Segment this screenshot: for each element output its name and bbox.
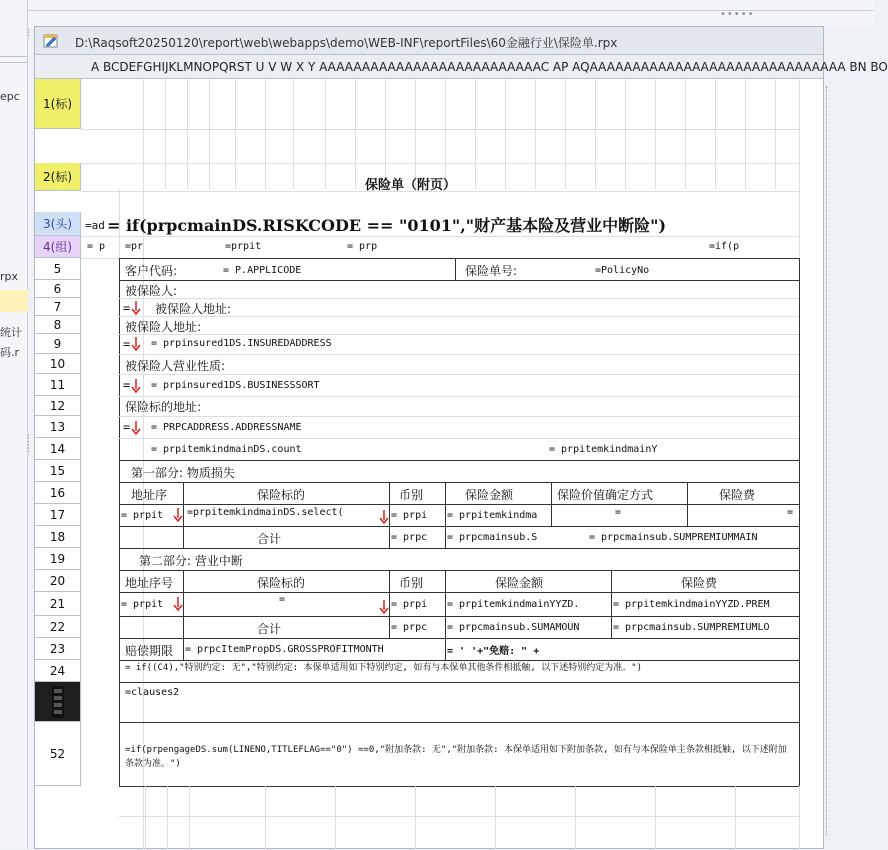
cell-r4-a[interactable]: = p	[87, 241, 106, 252]
splitter-grip-icon[interactable]: ⋮	[24, 28, 33, 38]
row-header-4[interactable]: 4(组)	[35, 236, 81, 258]
cell-r18-2[interactable]: = prpc	[391, 532, 428, 543]
label-total-2[interactable]: 合计	[257, 622, 282, 636]
cell-r17-6[interactable]: =	[787, 507, 794, 518]
row-header-17[interactable]: 17	[35, 504, 81, 526]
row-header-19[interactable]: 19	[35, 548, 81, 570]
cell-r3-a[interactable]: =ad	[85, 219, 105, 232]
label-business-nature[interactable]: 被保险人营业性质:	[125, 359, 226, 373]
expand-down-arrow-icon	[131, 421, 141, 435]
selected-file-highlight[interactable]	[0, 290, 28, 312]
expand-down-arrow-icon	[379, 600, 389, 614]
row-header-12[interactable]: 12	[35, 396, 81, 416]
cell-r17-2[interactable]: =prpitemkindmainDS.select(	[187, 507, 344, 518]
row-header-18[interactable]: 18	[35, 526, 81, 548]
row-header-15[interactable]: 15	[35, 460, 81, 482]
report-sheet-grid[interactable]	[35, 79, 823, 850]
label-customer-code[interactable]: 客户代码:	[125, 264, 178, 278]
row-header-collapsed[interactable]	[35, 682, 81, 722]
file-fragment[interactable]: rpx	[0, 270, 19, 283]
cell-gross-profit-month[interactable]: = prpcItemPropDS.GROSSPROFITMONTH	[185, 644, 384, 655]
cell-r4-c[interactable]: =prpit	[225, 241, 262, 252]
row-header-8[interactable]: 8	[35, 316, 81, 334]
row-header-22[interactable]: 22	[35, 616, 81, 638]
cell-r4-d[interactable]: = prp	[347, 241, 378, 252]
cell-r3-formula[interactable]: = if(prpcmainDS.RISKCODE == "0101","财产基本险及营业中断险")	[107, 216, 667, 235]
cell-r17-3[interactable]: = prpi	[391, 510, 428, 521]
th-amount[interactable]: 保险金额	[465, 488, 514, 502]
row-header-20[interactable]: 20	[35, 570, 81, 592]
th-subject-2[interactable]: 保险标的	[257, 576, 306, 590]
expand-down-arrow-icon	[131, 379, 141, 393]
th-address-seq[interactable]: 地址序	[131, 488, 168, 502]
cell-r22-2[interactable]: = prpc	[391, 622, 428, 633]
cell-r21-2[interactable]: =	[279, 594, 286, 605]
cell-business-sort[interactable]: = prpinsured1DS.BUSINESSSORT	[151, 380, 320, 391]
report-editor-window	[34, 26, 888, 849]
cell-r21-5[interactable]: = prpitemkindmainYYZD.PREM	[613, 599, 770, 610]
cell-deductible[interactable]: = ' '+"免赔: " +	[447, 646, 540, 657]
expand-down-arrow-icon	[173, 508, 183, 522]
file-fragment[interactable]: epc	[0, 90, 20, 103]
th-subject[interactable]: 保险标的	[257, 488, 306, 502]
row-header-52[interactable]: 52	[35, 722, 81, 786]
cell-r18-4[interactable]: = prpcmainsub.SUMPREMIUMMAIN	[589, 532, 758, 543]
th-premium[interactable]: 保险费	[719, 488, 756, 502]
th-currency-2[interactable]: 币别	[399, 576, 424, 590]
panel-divider	[0, 62, 28, 63]
label-policy-no[interactable]: 保险单号:	[465, 264, 518, 278]
window-titlebar[interactable]	[35, 27, 823, 55]
file-fragment[interactable]: 码.r	[0, 346, 20, 359]
cell-r7-eq[interactable]: =	[123, 301, 131, 315]
page-boundary-line	[826, 86, 827, 836]
section-part2[interactable]: 第二部分: 营业中断	[139, 554, 243, 568]
cell-r21-4[interactable]: = prpitemkindmainYYZD.	[447, 599, 580, 610]
label-total-1[interactable]: 合计	[257, 532, 282, 546]
expand-down-arrow-icon	[131, 337, 141, 351]
row-header-14[interactable]: 14	[35, 438, 81, 460]
row-header-6[interactable]: 6	[35, 280, 81, 298]
drag-handle-icon[interactable]: •••••	[720, 9, 755, 20]
label-subject-address[interactable]: 保险标的地址:	[125, 400, 202, 414]
cell-r21-1[interactable]: = prpit	[121, 599, 164, 610]
row-header-9[interactable]: 9	[35, 334, 81, 354]
row-header-24[interactable]: 24	[35, 660, 81, 682]
column-header-labels[interactable]: A BCDEFGHIJKLMNOPQRST U V W X Y AAAAAAAAAAAAAAAAAAAAAAAAAAC AP AQAAAAAAAAAAAAAAAAAAAAAAAAAAAAAA BN BO	[91, 60, 888, 74]
th-premium-2[interactable]: 保险费	[681, 576, 718, 590]
cell-r18-3[interactable]: = prpcmainsub.S	[447, 532, 538, 543]
cell-special-agreement[interactable]: = if((C4),"特别约定: 无","特别约定: 本保单适用如下特别约定, 如有与本保单其他条件相抵触, 以下述特别约定为准。")	[125, 663, 643, 673]
row-header-3[interactable]: 3(头)	[35, 212, 81, 236]
cell-r17-1[interactable]: = prpit	[121, 510, 164, 521]
file-fragment[interactable]: 统计	[0, 326, 22, 339]
row-header-2[interactable]: 2(标)	[35, 163, 81, 191]
cell-r21-3[interactable]: = prpi	[391, 599, 428, 610]
cell-address-name[interactable]: = PRPCADDRESS.ADDRESSNAME	[151, 422, 302, 433]
row-header-7[interactable]: 7	[35, 298, 81, 316]
cell-r4-e[interactable]: =if(p	[709, 241, 740, 252]
report-title[interactable]: 保险单（附页）	[365, 178, 457, 193]
row-header-23[interactable]: 23	[35, 638, 81, 660]
row-header-10[interactable]: 10	[35, 354, 81, 374]
panel-divider	[0, 56, 28, 57]
row-header-11[interactable]: 11	[35, 374, 81, 396]
label-indemnity-period[interactable]: 赔偿期限	[125, 644, 174, 658]
cell-additional-clauses[interactable]: =if(prpengageDS.sum(LINENO,TITLEFLAG=="0") ==0,"附加条款: 无","附加条款: 本保单适用如下附加条款, 如有与本保险单主条款相抵触, 以下述附加条款为准。")	[125, 745, 787, 769]
th-amount-2[interactable]: 保险金额	[495, 576, 544, 590]
section-part1[interactable]: 第一部分: 物质损失	[131, 466, 235, 480]
row-header-1[interactable]: 1(标)	[35, 79, 81, 129]
collapsed-rows-icon	[50, 685, 66, 719]
top-strip	[28, 0, 874, 28]
cell-r17-5[interactable]: =	[615, 507, 622, 518]
cell-r17-4[interactable]: = prpitemkindma	[447, 510, 538, 521]
cell-r11-eq[interactable]: =	[123, 378, 131, 392]
splitter-grip-icon[interactable]: ⋮ ⋮	[24, 434, 33, 454]
cell-r22-3[interactable]: = prpcmainsub.SUMAMOUN	[447, 622, 580, 633]
cell-applicode[interactable]: = P.APPLICODE	[223, 265, 302, 276]
th-currency[interactable]: 币别	[399, 488, 424, 502]
row-header-13[interactable]: 13	[35, 416, 81, 438]
label-insured[interactable]: 被保险人:	[125, 284, 178, 298]
cell-policy-no[interactable]: =PolicyNo	[595, 265, 650, 276]
cell-clauses2[interactable]: =clauses2	[125, 687, 180, 698]
row-header-5[interactable]: 5	[35, 258, 81, 280]
cell-r4-b[interactable]: =pr	[125, 241, 144, 252]
cell-r9-eq[interactable]: =	[123, 337, 131, 351]
cell-insured-address[interactable]: = prpinsured1DS.INSUREDADDRESS	[151, 338, 332, 349]
label-insured-address[interactable]: 被保险人地址:	[125, 320, 202, 334]
cell-itemkind-count[interactable]: = prpitemkindmainDS.count	[151, 444, 302, 455]
expand-down-arrow-icon	[131, 301, 141, 315]
th-address-seq-no[interactable]: 地址序号	[125, 576, 174, 590]
expand-down-arrow-icon	[379, 510, 389, 524]
cell-itemkind-y[interactable]: = prpitemkindmainY	[549, 444, 658, 455]
column-header-bar[interactable]	[35, 55, 888, 79]
left-panel	[0, 0, 33, 849]
row-header-21[interactable]: 21	[35, 592, 81, 616]
cell-r13-eq[interactable]: =	[123, 420, 131, 434]
expand-down-arrow-icon	[173, 597, 183, 611]
window-title: D:\Raqsoft20250120\report\web\webapps\demo\WEB-INF\reportFiles\60金融行业\保险单.rpx	[75, 36, 618, 50]
cell-r22-4[interactable]: = prpcmainsub.SUMPREMIUMLO	[613, 622, 770, 633]
report-file-icon	[43, 33, 59, 49]
row-header-16[interactable]: 16	[35, 482, 81, 504]
th-valuation-method[interactable]: 保险价值确定方式	[557, 488, 654, 502]
label-insured-address-a[interactable]: 被保险人地址:	[155, 302, 232, 316]
